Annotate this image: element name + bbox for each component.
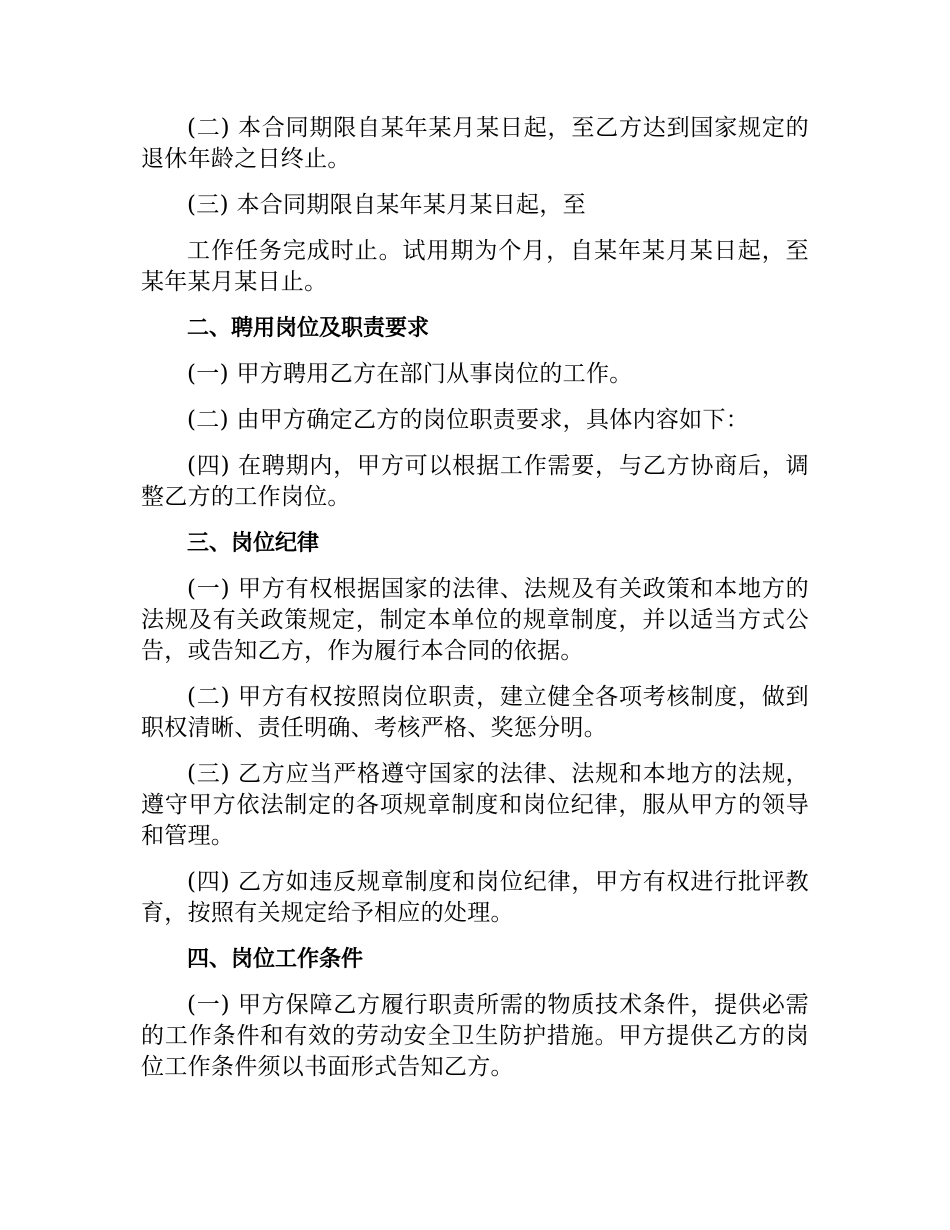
position-assignment-paragraph: (一) 甲方聘用乙方在部门从事岗位的工作。: [187, 361, 633, 387]
compliance-paragraph: (三) 乙方应当严格遵守国家的法律、法规和本地方的法规，遵守甲方依法制定的各项规章制度和岗位纪律，服从甲方的领导和管理。: [141, 761, 809, 849]
assessment-system-paragraph: (二) 甲方有权按照岗位职责，建立健全各项考核制度，做到职权清晰、责任明确、考核严格、奖惩分明。: [141, 684, 809, 741]
section-heading-work-conditions: 四、岗位工作条件: [187, 947, 364, 972]
rules-formulation-paragraph: (一) 甲方有权根据国家的法律、法规及有关政策和本地方的法规及有关政策规定，制定本单位的规章制度，并以适当方式公告，或告知乙方，作为履行本合同的依据。: [141, 576, 809, 664]
probation-period-paragraph: 工作任务完成时止。试用期为个月，自某年某月某日起，至某年某月某日止。: [141, 238, 809, 295]
work-conditions-paragraph: (一) 甲方保障乙方履行职责所需的物质技术条件，提供必需的工作条件和有效的劳动安全卫生防护措施。甲方提供乙方的岗位工作条件须以书面形式告知乙方。: [141, 992, 809, 1080]
section-heading-position-duties: 二、聘用岗位及职责要求: [187, 316, 430, 341]
position-adjustment-paragraph: (四) 在聘期内，甲方可以根据工作需要，与乙方协商后，调整乙方的工作岗位。: [141, 453, 809, 510]
document-page: [141, 113, 809, 1098]
violation-handling-paragraph: (四) 乙方如违反规章制度和岗位纪律，甲方有权进行批评教育，按照有关规定给予相应的处理。: [141, 869, 809, 926]
section-heading-discipline: 三、岗位纪律: [187, 531, 320, 556]
duty-requirements-paragraph: (二) 由甲方确定乙方的岗位职责要求，具体内容如下：: [187, 407, 750, 433]
contract-term-retirement-paragraph: (二) 本合同期限自某年某月某日起，至乙方达到国家规定的退休年龄之日终止。: [141, 115, 809, 172]
contract-term-task-paragraph: (三) 本合同期限自某年某月某日起，至: [187, 192, 586, 218]
